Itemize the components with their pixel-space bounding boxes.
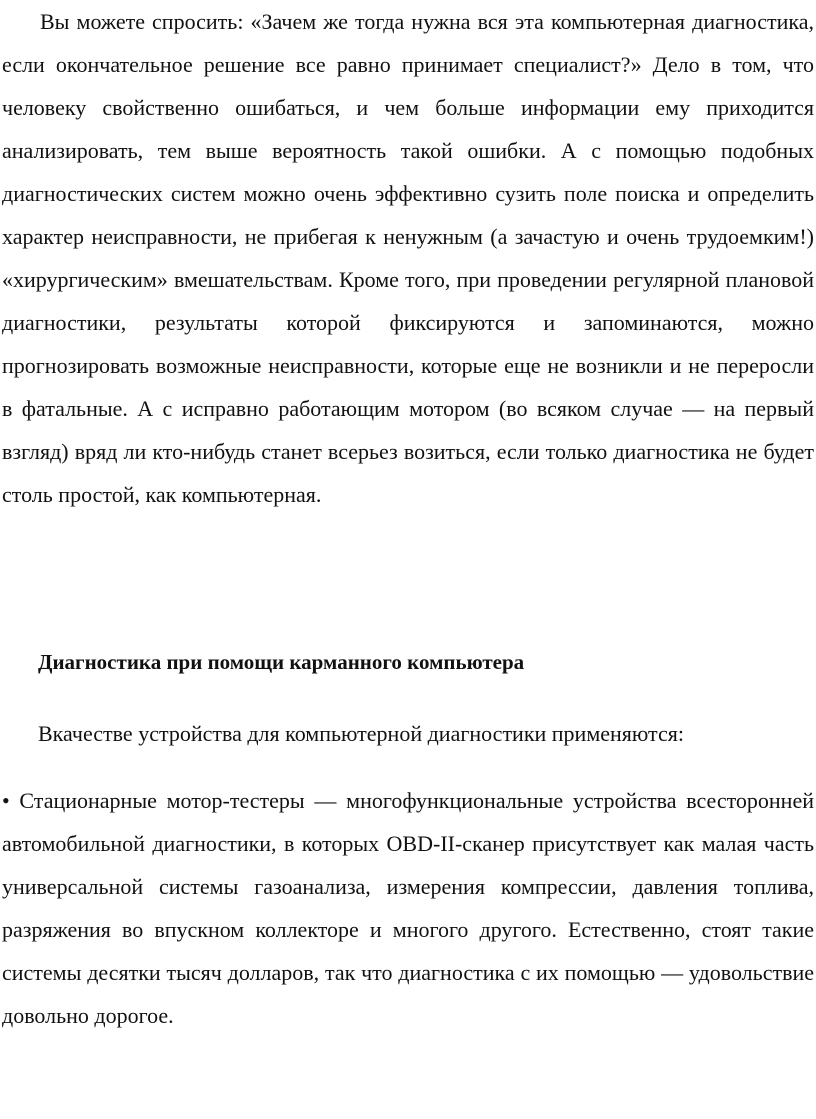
section-heading: Диагностика при помощи карманного компьютера [38, 650, 525, 674]
bullet-paragraph: • Стационарные мотор-тестеры — многофункциональные устройства всесторонней автомобильной диагностики, в которых OBD-II-сканер присутствует как малая часть универсальной системы газоанализа, измерения компрессии, давления топлива, разряжения во впускном коллекторе и многого другого. Естественно, стоят такие системы десятки тысяч долларов, так что диагностика с их помощью — удовольствие довольно дорогое. [2, 788, 814, 1028]
intro-paragraph: Вкачестве устройства для компьютерной диагностики применяются: [38, 721, 684, 746]
body-paragraph: Вы можете спросить: «Зачем же тогда нужна вся эта компьютерная диагностика, если окончательное решение все равно принимает специалист?» Дело в том, что человеку свойственно ошибаться, и чем больше информации ему приходится анализировать, тем выше вероятность такой ошибки. А с помощью подобных диагностических систем можно очень эффективно сузить поле поиска и определить характер неисправности, не прибегая к ненужным (а зачастую и очень трудоемким!) «хирургическим» вмешательствам. Кроме того, при проведении регулярной плановой диагностики, результаты которой фиксируются и запоминаются, можно прогнозировать возможные неисправности, которые еще не возникли и не переросли в фатальные. А с исправно работающим мотором (во всяком случае — на первый взгляд) вряд ли кто-нибудь станет всерьез возиться, если только диагностика не будет столь простой, как компьютерная. [2, 9, 814, 507]
